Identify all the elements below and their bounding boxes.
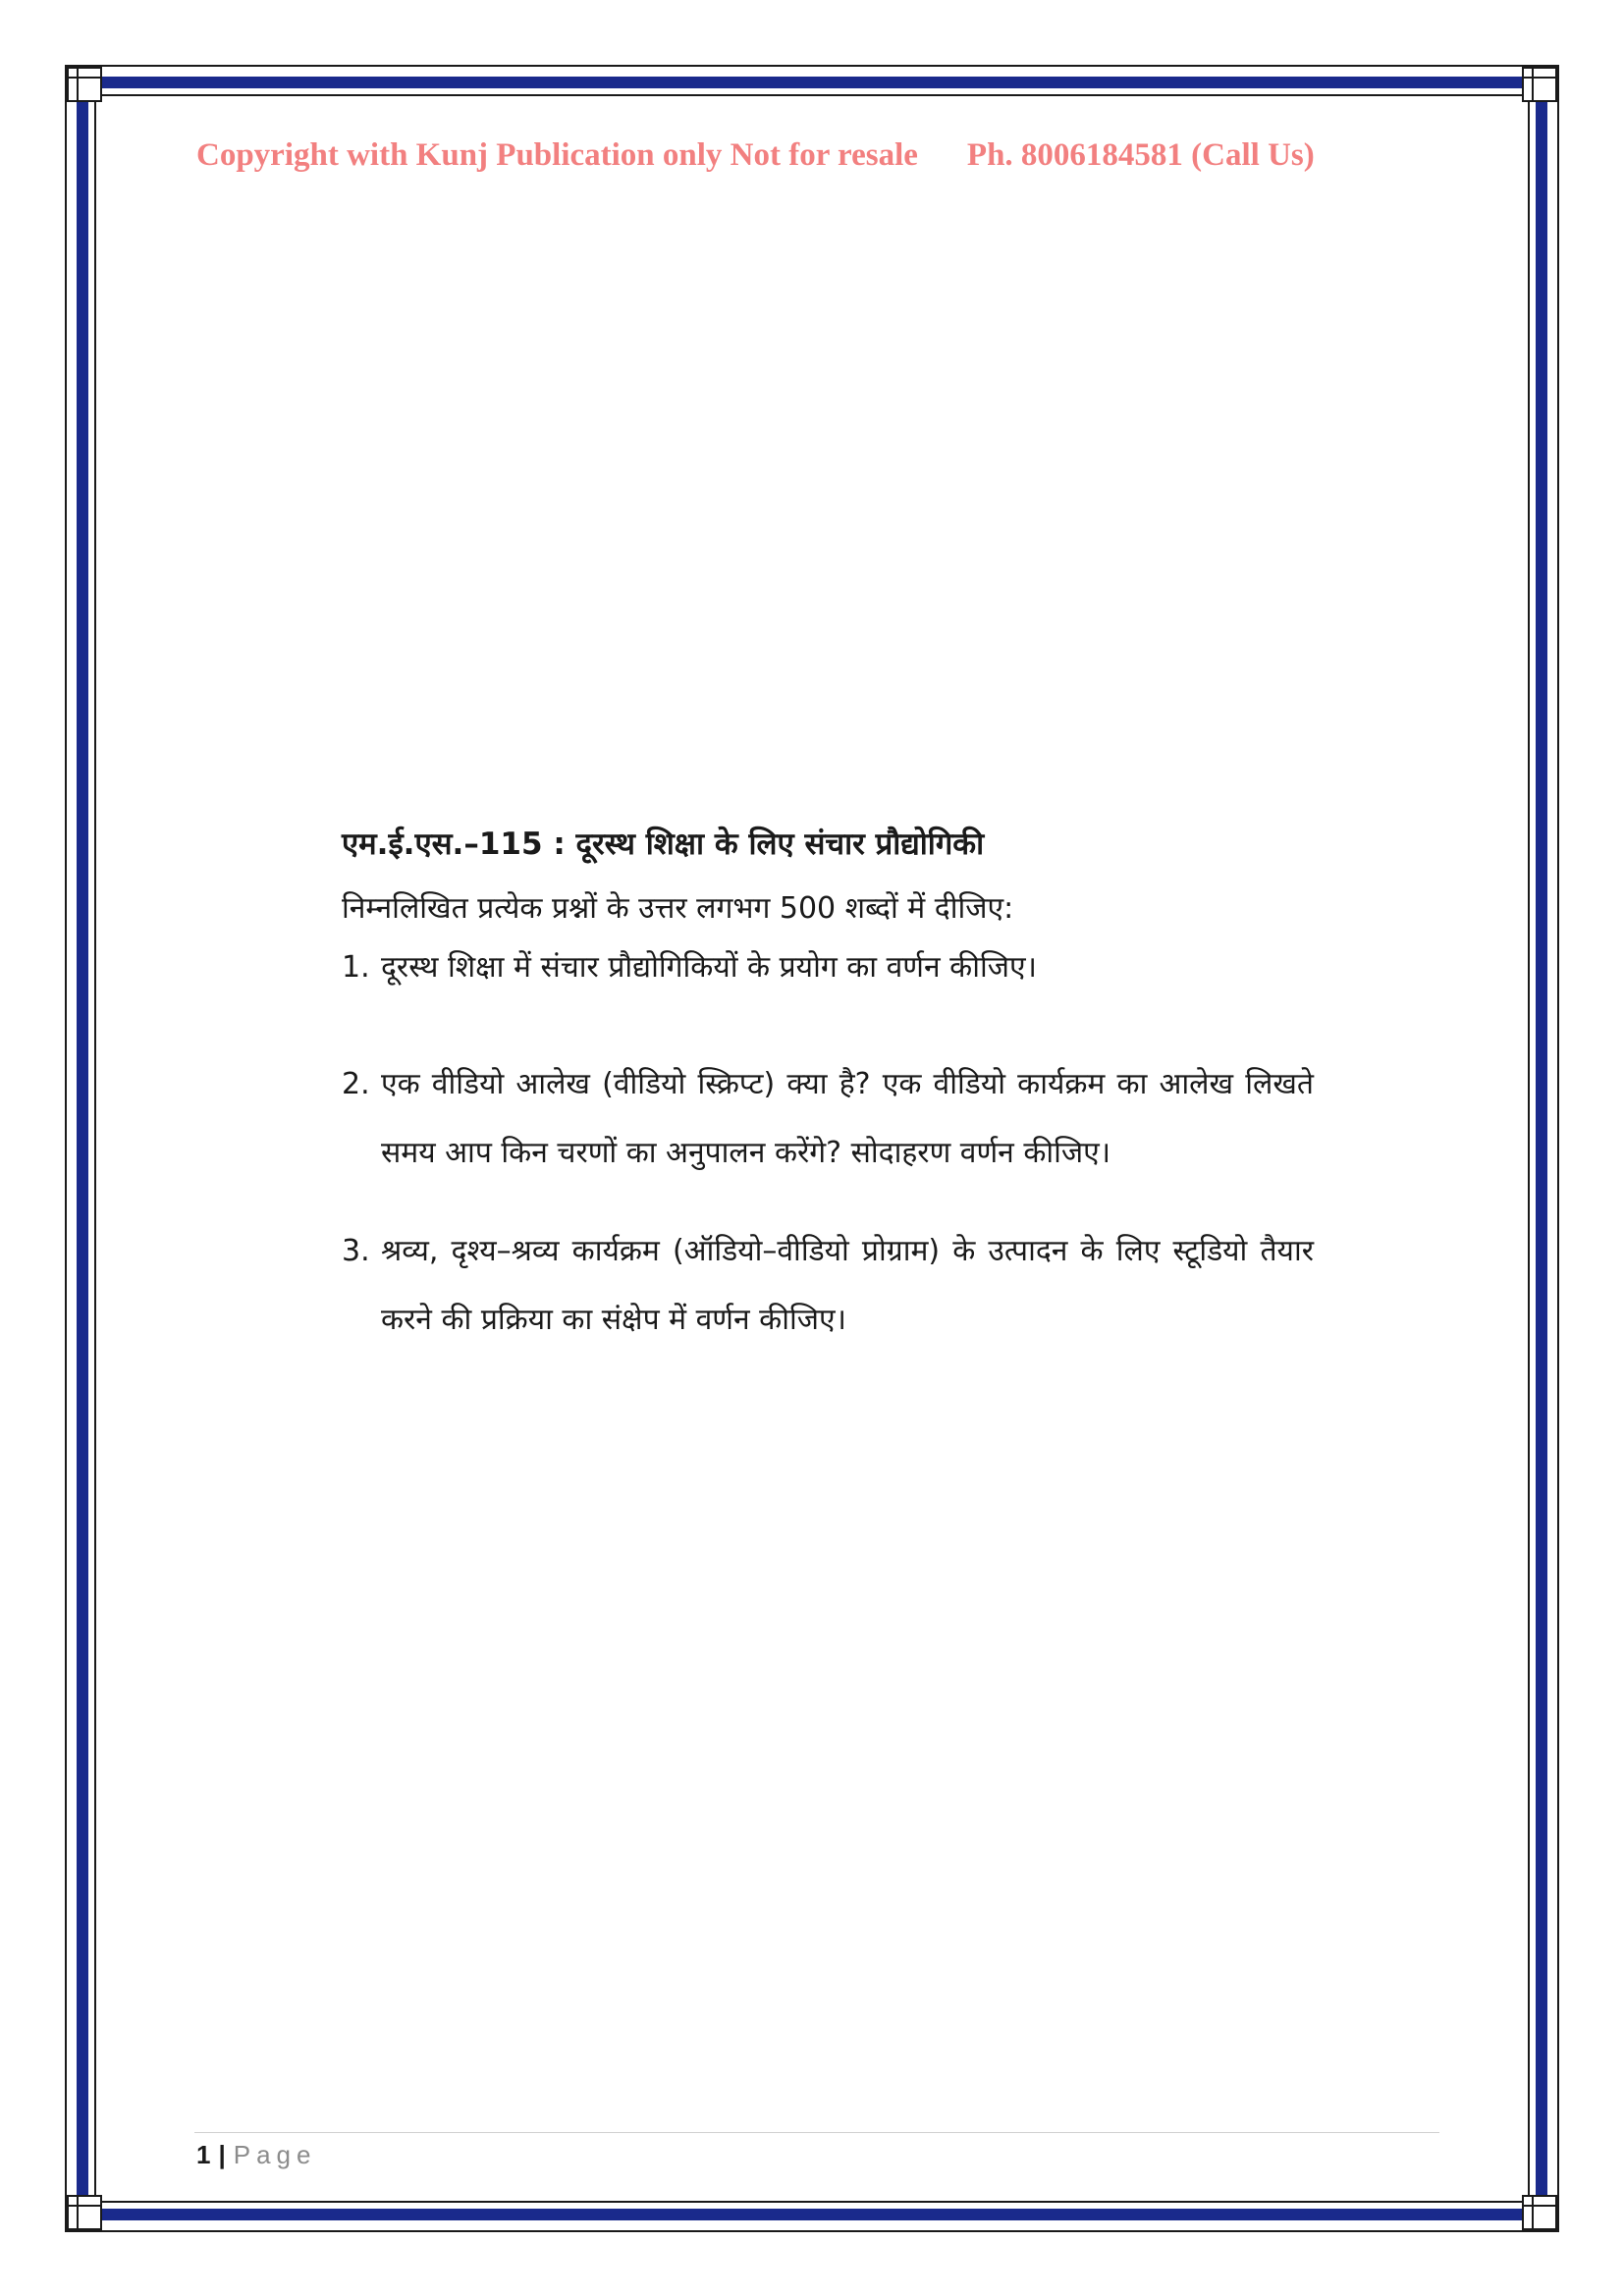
question-number: 2.	[342, 1067, 370, 1101]
document-body	[342, 823, 1314, 1384]
contact-phone: Ph. 8006184581 (Call Us)	[966, 137, 1315, 173]
question-text: एक वीडियो आलेख (वीडियो स्क्रिप्ट) क्या है? एक वीडियो कार्यक्रम का आलेख लिखते समय आप किन चरणों का अनुपालन करेंगे? सोदाहरण वर्णन कीजिए।	[381, 1067, 1314, 1170]
question-text: दूरस्थ शिक्षा में संचार प्रौद्योगिकियों के प्रयोग का वर्णन कीजिए।	[381, 950, 1037, 985]
question-number: 1.	[342, 950, 370, 985]
page-number: 1	[196, 2140, 211, 2169]
question-number: 3.	[342, 1234, 370, 1268]
page-footer	[196, 2140, 316, 2170]
page-label: Page	[233, 2140, 317, 2169]
corner-ornament-top-left	[67, 67, 102, 102]
footer-divider	[194, 2132, 1439, 2133]
copyright-notice: Copyright with Kunj Publication only Not for resale	[196, 137, 918, 173]
question-item	[342, 946, 1314, 989]
corner-ornament-bottom-left	[67, 2195, 102, 2230]
question-item	[342, 1050, 1314, 1188]
copyright-header	[196, 137, 1434, 174]
question-text: श्रव्य, दृश्य–श्रव्य कार्यक्रम (ऑडियो–वीडियो प्रोग्राम) के उत्पादन के लिए स्टूडियो तैयार करने की प्रक्रिया का संक्षेप में वर्णन कीजिए।	[381, 1234, 1314, 1337]
corner-ornament-bottom-right	[1522, 2195, 1557, 2230]
instruction-text: निम्नलिखित प्रत्येक प्रश्नों के उत्तर लगभग 500 शब्दों में दीजिए:	[342, 891, 1014, 926]
course-title: एम.ई.एस.–115 : दूरस्थ शिक्षा के लिए संचार प्रौद्योगिकी	[342, 827, 985, 862]
corner-ornament-top-right	[1522, 67, 1557, 102]
question-item	[342, 1217, 1314, 1355]
footer-separator: |	[218, 2140, 226, 2169]
question-list	[342, 946, 1314, 1355]
